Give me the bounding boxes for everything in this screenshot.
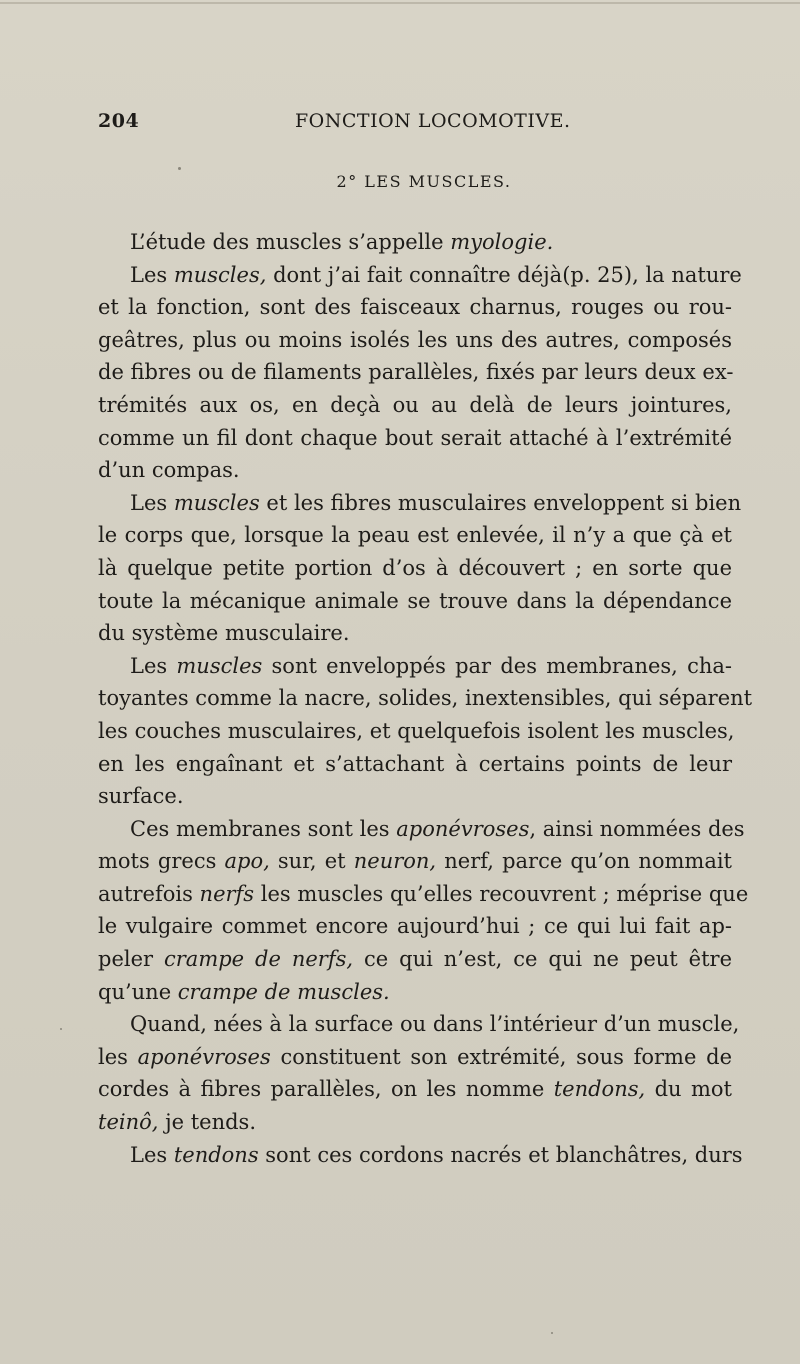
italic-term: crampe de muscles.: [177, 979, 390, 1004]
italic-term: myologie.: [450, 230, 554, 254]
text-line: [98, 617, 732, 650]
text-segment: Les: [130, 490, 174, 515]
text-line: [98, 519, 732, 552]
italic-term: muscles,: [173, 262, 267, 287]
text-line: [98, 259, 742, 292]
text-segment: constituent son extrémité, sous forme de: [270, 1044, 732, 1069]
text-segment: sont ces cordons nacrés et blanchâtres, durs: [258, 1142, 743, 1167]
text-line: [98, 1106, 732, 1139]
text-segment: d’un compas.: [98, 458, 240, 483]
text-segment: les: [98, 1044, 138, 1069]
italic-term: muscles: [176, 653, 263, 678]
text-segment: du mot: [645, 1077, 732, 1102]
text-line: [98, 324, 732, 357]
text-segment: sont enveloppés par des membranes, cha-: [262, 653, 732, 678]
text-segment: dont j’ai fait connaître déjà(p. 25), la nature: [266, 262, 742, 287]
text-segment: les couches musculaires, et quelquefois isolent les muscles,: [98, 718, 735, 743]
text-line: [98, 1139, 743, 1172]
page-top-edge: [0, 2, 800, 4]
text-line: [98, 356, 732, 389]
text-line: [98, 780, 732, 813]
text-segment: du système musculaire.: [98, 621, 350, 646]
text-segment: de fibres ou de filaments parallèles, fixés par leurs deux ex-: [98, 360, 734, 385]
italic-term: nerfs: [199, 881, 255, 906]
text-line: [98, 976, 732, 1009]
running-header: [98, 110, 738, 140]
text-segment: Les: [130, 1142, 174, 1167]
text-segment: et la fonction, sont des faisceaux charnus, rouges ou rou-: [98, 295, 732, 320]
text-segment: toute la mécanique animale se trouve dans la dépendance: [98, 588, 732, 613]
text-line: [98, 389, 732, 422]
text-segment: autrefois: [98, 881, 200, 906]
text-segment: surface.: [98, 784, 184, 809]
paper-speck: [60, 1028, 62, 1030]
text-segment: et les fibres musculaires enveloppent si bien: [259, 490, 742, 515]
text-segment: le corps que, lorsque la peau est enlevée, il n’y a que çà et: [98, 523, 732, 548]
text-line: [98, 1073, 732, 1106]
text-line: [98, 422, 732, 455]
text-segment: Ces membranes sont les: [130, 816, 397, 841]
text-line: [98, 682, 753, 715]
text-segment: le vulgaire commet encore aujourd’hui ; ce qui lui fait ap-: [98, 914, 732, 939]
text-segment: je tends.: [158, 1110, 257, 1135]
text-segment: Les: [130, 262, 174, 287]
paper-speck: [551, 1332, 553, 1334]
text-line: [98, 910, 732, 943]
text-line: [98, 813, 745, 846]
text-line: [98, 943, 732, 976]
italic-term: muscles: [173, 490, 260, 515]
text-segment: peler: [98, 947, 164, 972]
text-segment: les muscles qu’elles recouvrent ; méprise que: [254, 881, 749, 906]
italic-term: aponévroses: [396, 816, 530, 841]
text-line: [98, 291, 732, 324]
text-segment: geâtres, plus ou moins isolés les uns des autres, composés: [98, 327, 732, 352]
italic-term: apo,: [224, 849, 270, 874]
italic-term: neuron,: [353, 849, 437, 874]
text-line: [98, 650, 732, 683]
text-segment: trémités aux os, en deçà ou au delà de leurs jointures,: [98, 392, 732, 417]
italic-term: tendons,: [553, 1077, 646, 1102]
text-line: [98, 878, 749, 911]
text-segment: cordes à fibres parallèles, on les nomme: [98, 1077, 554, 1102]
text-segment: en les engaînant et s’attachant à certains points de leur: [98, 751, 732, 776]
italic-term: aponévroses: [137, 1044, 271, 1069]
italic-term: tendons: [173, 1142, 259, 1167]
body-text: [98, 226, 753, 1171]
page-number: 204: [98, 110, 140, 132]
italic-term: crampe de nerfs,: [164, 947, 354, 972]
text-line: [98, 552, 732, 585]
text-segment: Les: [130, 653, 177, 678]
text-segment: là quelque petite portion d’os à découvert ; en sorte que: [98, 555, 732, 580]
text-line: [98, 1041, 732, 1074]
text-segment: Quand, nées à la surface ou dans l’intérieur d’un muscle,: [130, 1012, 740, 1037]
text-line: [98, 585, 732, 618]
text-segment: comme un fil dont chaque bout serait attaché à l’extrémité: [98, 425, 732, 450]
text-segment: ce qui n’est, ce qui ne peut être: [353, 947, 732, 972]
text-line: [98, 226, 732, 259]
text-segment: L’étude des muscles s’appelle: [130, 230, 451, 254]
italic-term: teinô,: [98, 1110, 159, 1135]
text-line: [98, 487, 742, 520]
text-segment: sur, et: [269, 849, 354, 874]
text-line: [98, 454, 732, 487]
text-line: [98, 1008, 740, 1041]
text-segment: toyantes comme la nacre, solides, inextensibles, qui séparent: [98, 686, 753, 711]
running-title: FONCTION LOCOMOTIVE.: [295, 110, 571, 132]
paper-speck: [178, 167, 181, 170]
section-heading: 2° LES MUSCLES.: [336, 172, 512, 191]
text-segment: nerf, parce qu’on nommait: [436, 849, 732, 874]
text-line: [98, 845, 732, 878]
text-line: [98, 748, 732, 781]
text-line: [98, 715, 735, 748]
text-segment: , ainsi nommées des: [529, 816, 745, 841]
text-segment: qu’une: [98, 979, 178, 1004]
text-segment: mots grecs: [98, 849, 225, 874]
